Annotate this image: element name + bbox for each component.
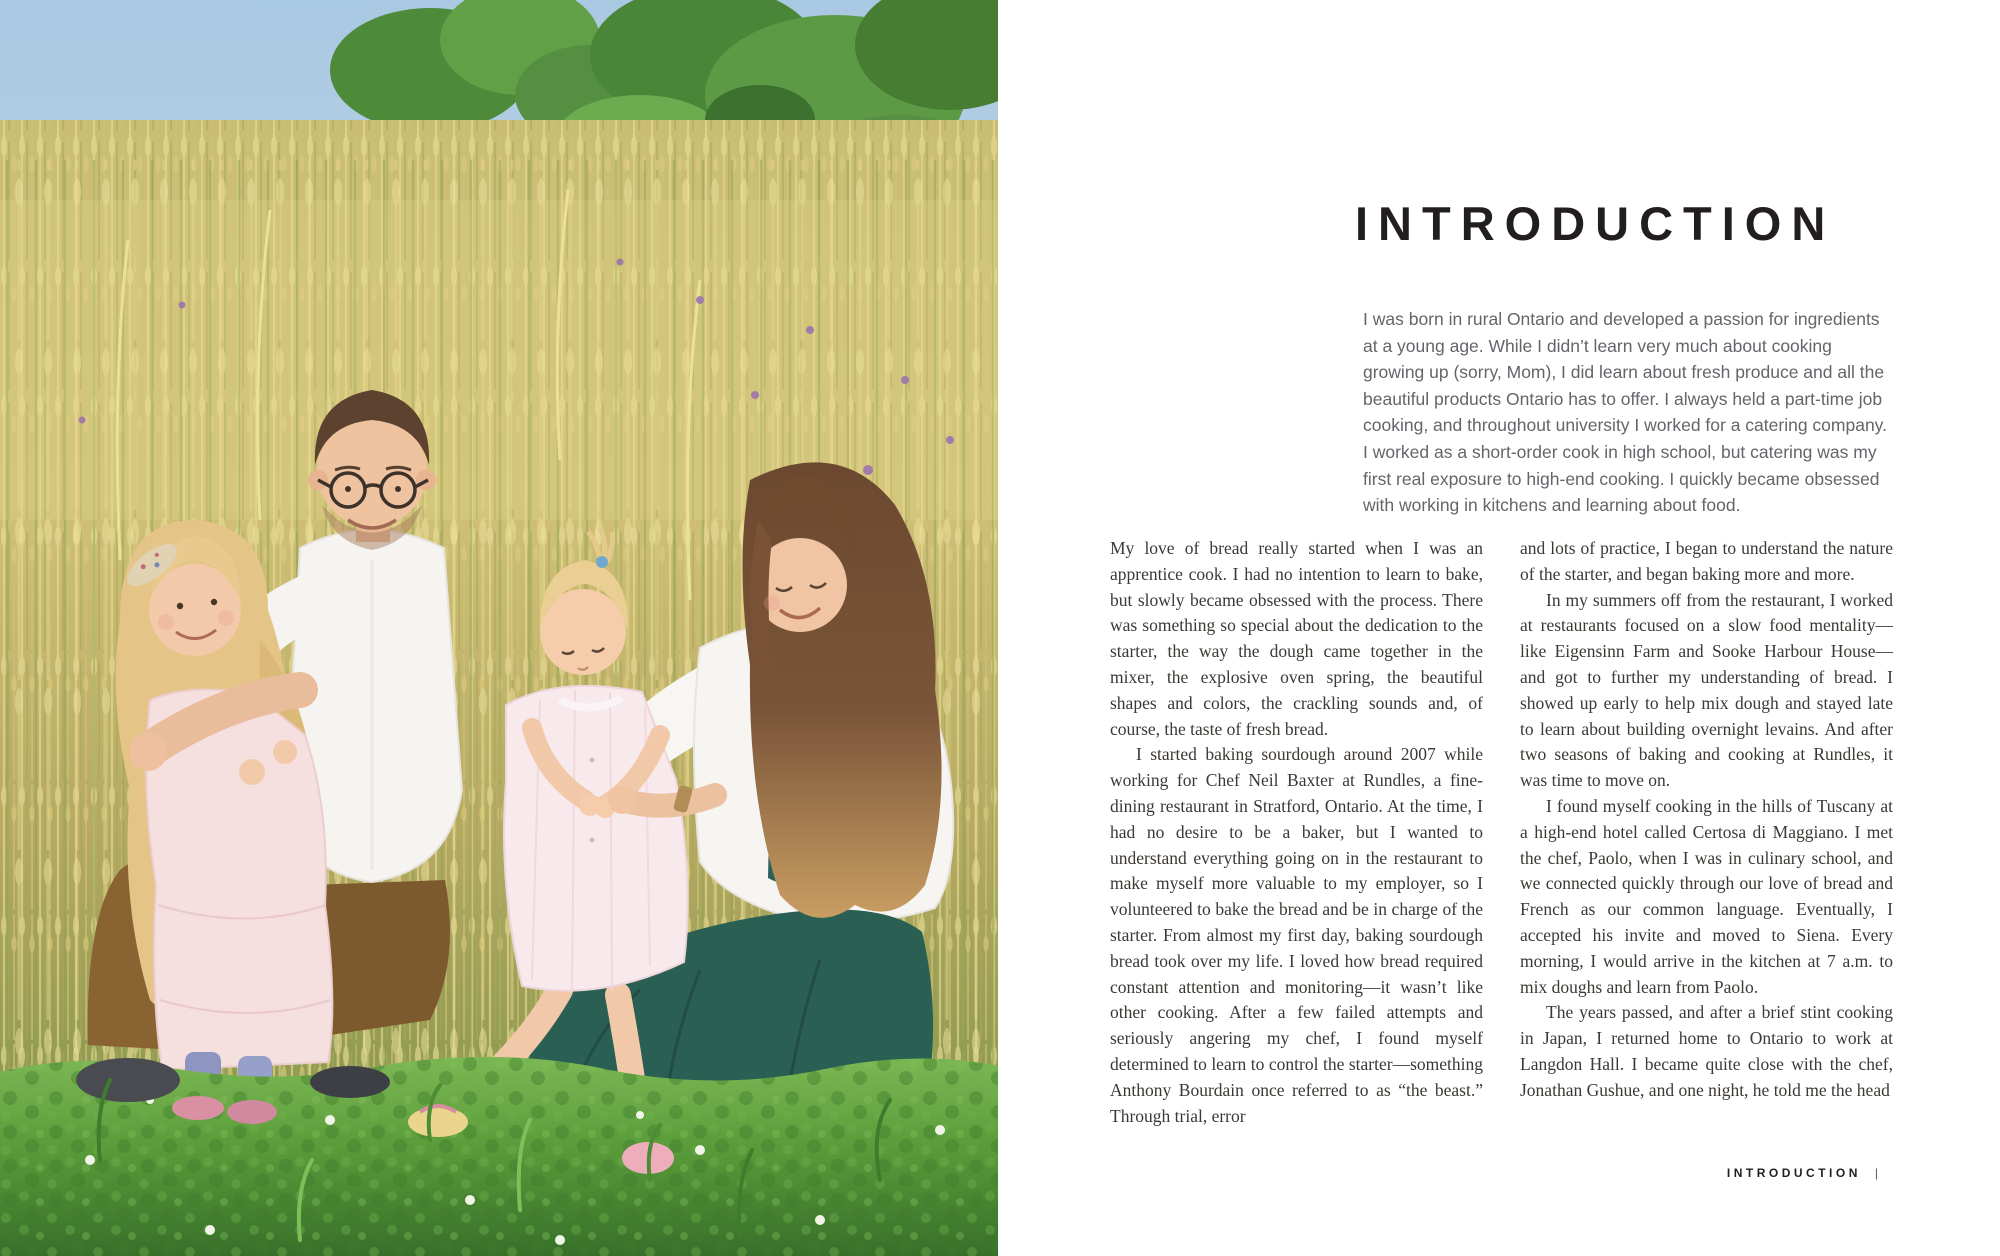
body-paragraph: My love of bread really started when I was an apprentice cook. I had no intention to learn to bake, but slowly became obsessed with the process. There was something so special about the dedication to the starter, the way the dough came together in the mixer, the explosive oven spring, the beautiful shapes and colors, the crackling sounds and, of course, the taste of fresh bread. [1110, 538, 1483, 739]
footer-label: INTRODUCTION [1726, 1166, 1861, 1180]
page-title: INTRODUCTION [1355, 197, 1836, 250]
body-paragraph: I found myself cooking in the hills of Tuscany at a high-end hotel called Certosa di Maggiano. I met the chef, Paolo, when I was in culinary school, and we connected quickly through our love of bread and French as our common language. Eventually, I accepted his invite and moved to Siena. Every morning, I would arrive in the kitchen at 7 a.m. to mix doughs and learn from Paolo. [1520, 795, 1893, 997]
running-footer [998, 1166, 1878, 1180]
body-paragraph: I started baking sourdough around 2007 while working for Chef Neil Baxter at Rundles, a fine-dining restaurant in Stratford, Ontario. At the time, I had no desire to be a baker, but I wanted to understand everything going on in the restaurant to make myself more valuable to my employer, so I volunteered to bake the bread and be in charge of the starter. From almost my first day, baking sourdough bread took over my life. I loved how bread required constant attention and monitoring—it wasn’t like other cooking. After a few failed attempts and seriously angering my chef, I found myself determined to learn to control the starter—something Anthony Bourdain once referred to as “the beast.” Through trial, error [1110, 744, 1483, 1126]
family-photo [0, 0, 998, 1256]
mother-arm [630, 795, 715, 806]
body-paragraph: In my summers off from the restaurant, I worked at restaurants focused on a slow food mentality—like Eigensinn Farm and Sooke Harbour House—and got to further my understanding of bread. I showed up early to help mix dough and stayed late to learn about building overnight levains. And after two seasons of baking and cooking at Rundles, it was time to move on. [1520, 589, 1893, 791]
introduction-page [998, 0, 2000, 1256]
family-photo-illustration [0, 0, 998, 1256]
body-paragraph: and lots of practice, I began to understand the nature of the starter, and began baking more and more. [1520, 538, 1893, 584]
lede-paragraph: I was born in rural Ontario and developed a passion for ingredients at a young age. While I didn’t learn very much about cooking growing up (sorry, Mom), I did learn about fresh produce and all the beautiful products Ontario has to offer. I always held a part-time job cooking, and throughout university I worked for a catering company. I worked as a short-order cook in high school, but catering was my first real exposure to high-end cooking. I quickly became obsessed with working in kitchens and learning about food. [1363, 309, 1887, 516]
body-paragraph: The years passed, and after a brief stint cooking in Japan, I returned home to Ontario to work at Langdon Hall. I became quite close with the chef, Jonathan Gushue, and one night, he told me the head [1520, 1002, 1893, 1100]
footer-separator: | [1874, 1166, 1878, 1180]
body-column-right [1520, 536, 1893, 1104]
body-column-left [1110, 536, 1483, 1129]
